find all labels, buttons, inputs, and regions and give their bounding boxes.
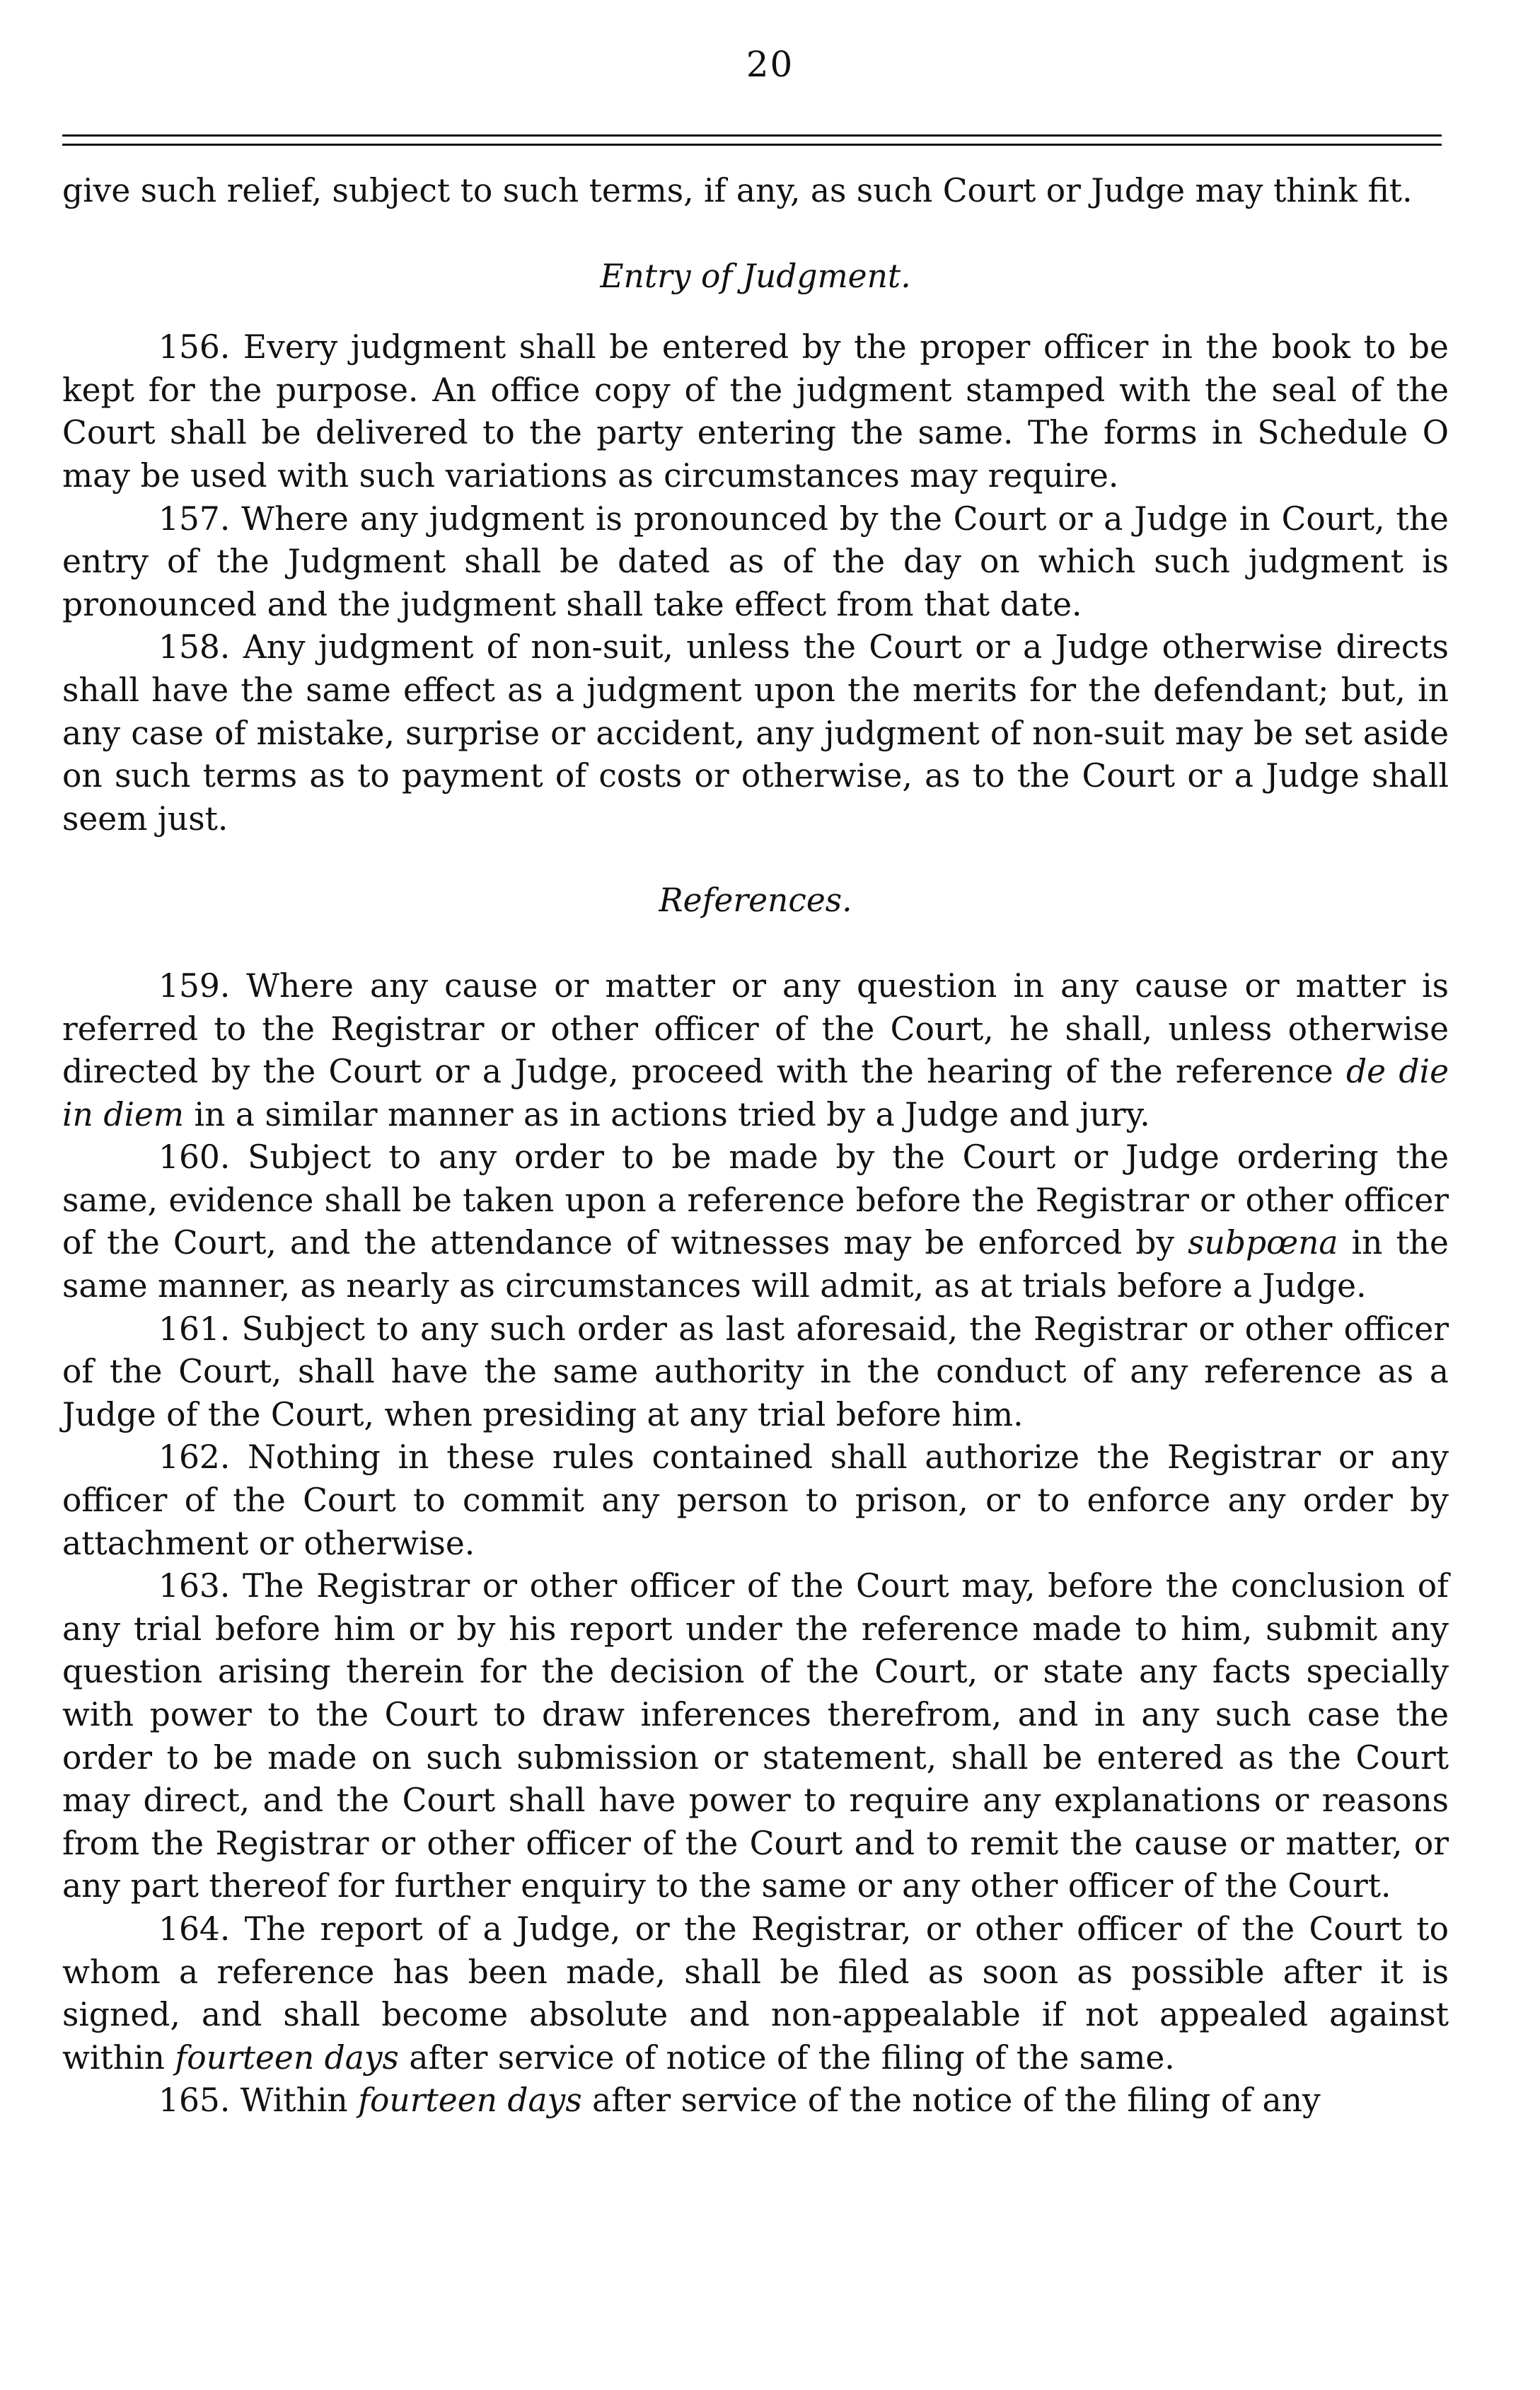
- rule-160-text-end: in the same manner, as nearly as circumstances will admit, as at trials before a Judge.: [62, 1224, 1449, 1305]
- rule-160-text: 160. Subject to any order to be made by the Court or Judge ordering the same, evidence shall be taken upon a reference before the Registrar or other officer of the Court, and the attendance of witnesses may be enforced by: [62, 1138, 1449, 1262]
- rule-158: 158. Any judgment of non-suit, unless the Court or a Judge otherwise directs shall have the same effect as a judgment upon the merits for the defendant; but, in any case of mistake, surprise or accident, any judgment of non-suit may be set aside on such terms as to payment of costs or otherwise, as to the Court or a Judge shall seem just.: [62, 628, 1449, 838]
- rule-164-text: 164. The report of a Judge, or the Registrar, or other officer of the Court to whom a reference has been made, shall be filed as soon as possible after it is signed, and shall become absolute and non-appealable if not appealed against within: [62, 1910, 1449, 2077]
- rule-159-text: 159. Where any cause or matter or any question in any cause or matter is referred to the Registrar or other officer of the Court, he shall, unless otherwise directed by the Court or a Judge, proceed with the hearing of the reference: [62, 966, 1449, 1091]
- rule-165-italic: fourteen days: [358, 2082, 582, 2120]
- body-text: [62, 170, 1449, 2123]
- rule-165-text: 165. Within: [158, 2082, 359, 2120]
- rule-162: 162. Nothing in these rules contained shall authorize the Registrar or any officer of the Court to commit any person to prison, or to enforce any order by attachment or otherwise.: [62, 1438, 1449, 1562]
- heading-references: References.: [659, 882, 852, 920]
- rule-160: [62, 1136, 1449, 1307]
- rule-156: 156. Every judgment shall be entered by the proper officer in the book to be kept for the purpose. An office copy of the judgment stamped with the seal of the Court shall be delivered to the party entering the same. The forms in Schedule O may be used with such variations as circumstances may require.: [62, 328, 1449, 495]
- heading-entry-of-judgment: Entry of Judgment.: [600, 257, 911, 295]
- rule-160-italic: subpœna: [1188, 1224, 1338, 1262]
- rule-159: [62, 965, 1449, 1136]
- rule-159-text-end: in a similar manner as in actions tried by a Judge and jury.: [184, 1095, 1150, 1133]
- rule-164: [62, 1908, 1449, 2079]
- rule-165-text-end: after service of the notice of the filing of any: [581, 2082, 1321, 2120]
- rule-164-text-end: after service of notice of the filing of the same.: [398, 2038, 1175, 2077]
- header-rule-bottom: [62, 144, 1442, 146]
- rule-165: [62, 2079, 1449, 2123]
- opening-paragraph: give such relief, subject to such terms, if any, as such Court or Judge may think fit.: [62, 172, 1413, 209]
- rule-161: 161. Subject to any such order as last aforesaid, the Registrar or other officer of the Court, shall have the same authority in the conduct of any reference as a Judge of the Court, when presiding at any trial before him.: [62, 1310, 1449, 1433]
- rule-159-italic: de die in diem: [62, 1053, 1449, 1133]
- rule-163: 163. The Registrar or other officer of the Court may, before the conclusion of any trial before him or by his report under the reference made to him, submit any question arising therein for the decision of the Court, or state any facts specially with power to the Court to draw inferences therefrom, and in any such case the order to be made on such submission or statement, shall be entered as the Court may direct, and the Court shall have power to require any explanations or reasons from the Registrar or other officer of the Court and to remit the cause or matter, or any part thereof for further enquiry to the same or any other officer of the Court.: [62, 1567, 1449, 1905]
- header-rule-top: [62, 134, 1442, 137]
- page-number: 20: [746, 44, 794, 85]
- rule-164-italic: fourteen days: [175, 2038, 399, 2077]
- rule-157: 157. Where any judgment is pronounced by the Court or a Judge in Court, the entry of the Judgment shall be dated as of the day on which such judgment is pronounced and the judgment shall take effect from that date.: [62, 500, 1449, 623]
